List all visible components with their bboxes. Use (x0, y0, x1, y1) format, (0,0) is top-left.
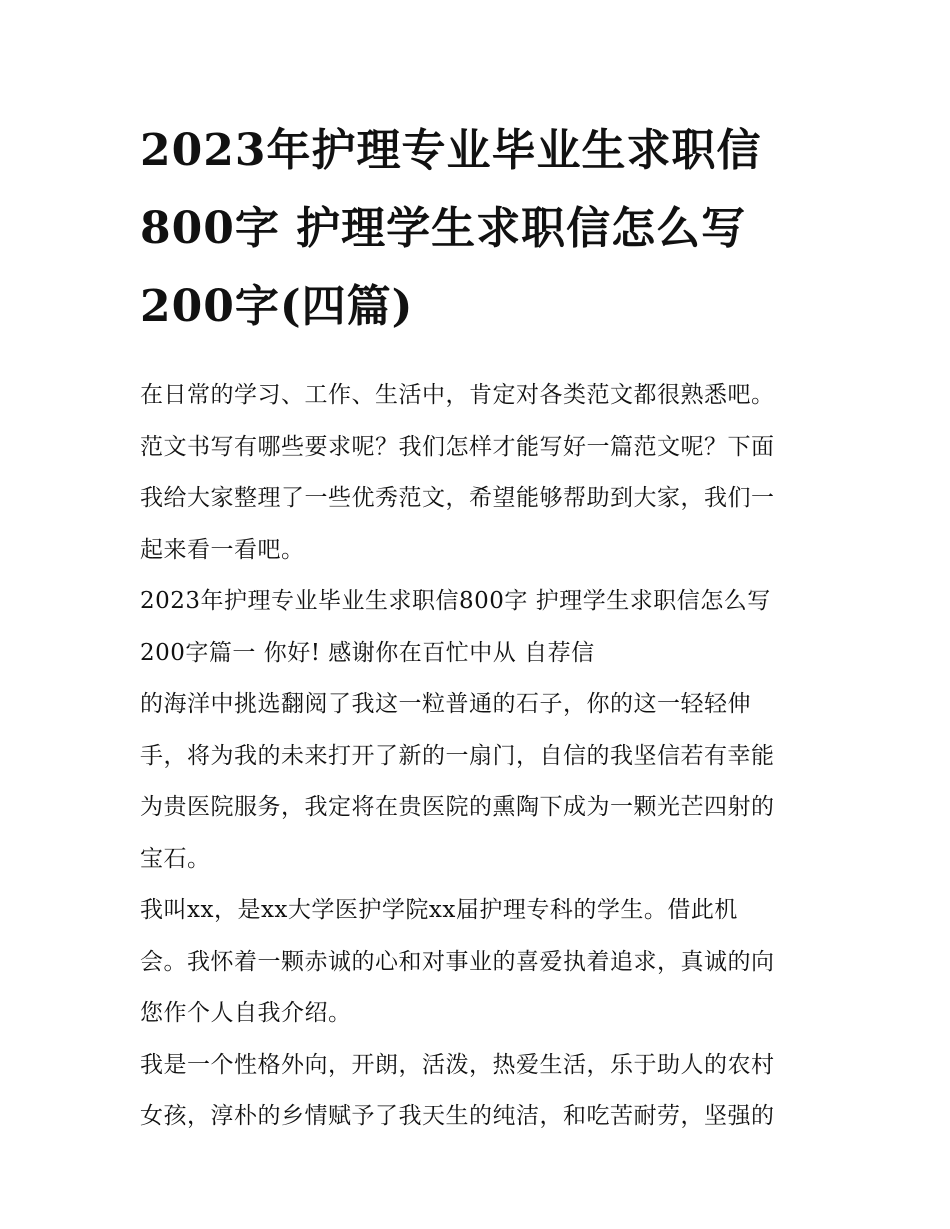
body-line-12: 会。我怀着一颗赤诚的心和对事业的喜爱执着追求，真诚的向 (140, 948, 775, 975)
title-line-2: 800字 护理学生求职信怎么写 (140, 203, 747, 254)
body-line-9: 为贵医院服务，我定将在贵医院的熏陶下成为一颗光芒四射的 (140, 794, 775, 820)
body-line-2: 范文书写有哪些要求呢？我们怎样才能写好一篇范文呢？下面 (140, 433, 775, 460)
body-line-15: 女孩，淳朴的乡情赋予了我天生的纯洁，和吃苦耐劳，坚强的 (140, 1103, 775, 1129)
document-page (140, 112, 820, 1143)
body-line-10: 宝石。 (140, 845, 211, 872)
body-line-4: 起来看一看吧。 (140, 536, 305, 563)
body-line-7: 的海洋中挑选翻阅了我这一粒普通的石子，你的这一轻轻伸 (140, 691, 751, 717)
body-line-3: 我给大家整理了一些优秀范文，希望能够帮助到大家，我们一 (140, 485, 775, 511)
title-line-3: 200字(四篇) (140, 281, 414, 332)
body-line-1: 在日常的学习、工作、生活中，肯定对各类范文都很熟悉吧。 (140, 382, 775, 408)
title-line-1: 2023年护理专业毕业生求职信 (140, 125, 762, 176)
body-line-11: 我叫xx，是xx大学医护学院xx届护理专科的学生。借此机 (140, 897, 738, 923)
document-body (140, 370, 820, 1143)
body-line-14: 我是一个性格外向，开朗，活泼，热爱生活，乐于助人的农村 (140, 1051, 775, 1078)
body-line-5: 2023年护理专业毕业生求职信800字 护理学生求职信怎么写 (140, 588, 771, 614)
body-line-8: 手，将为我的未来打开了新的一扇门，自信的我坚信若有幸能 (140, 742, 775, 769)
body-line-13: 您作个人自我介绍。 (140, 1000, 352, 1026)
body-line-6: 200字篇一 你好! 感谢你在百忙中从 自荐信 (140, 639, 595, 666)
document-title (140, 112, 820, 346)
